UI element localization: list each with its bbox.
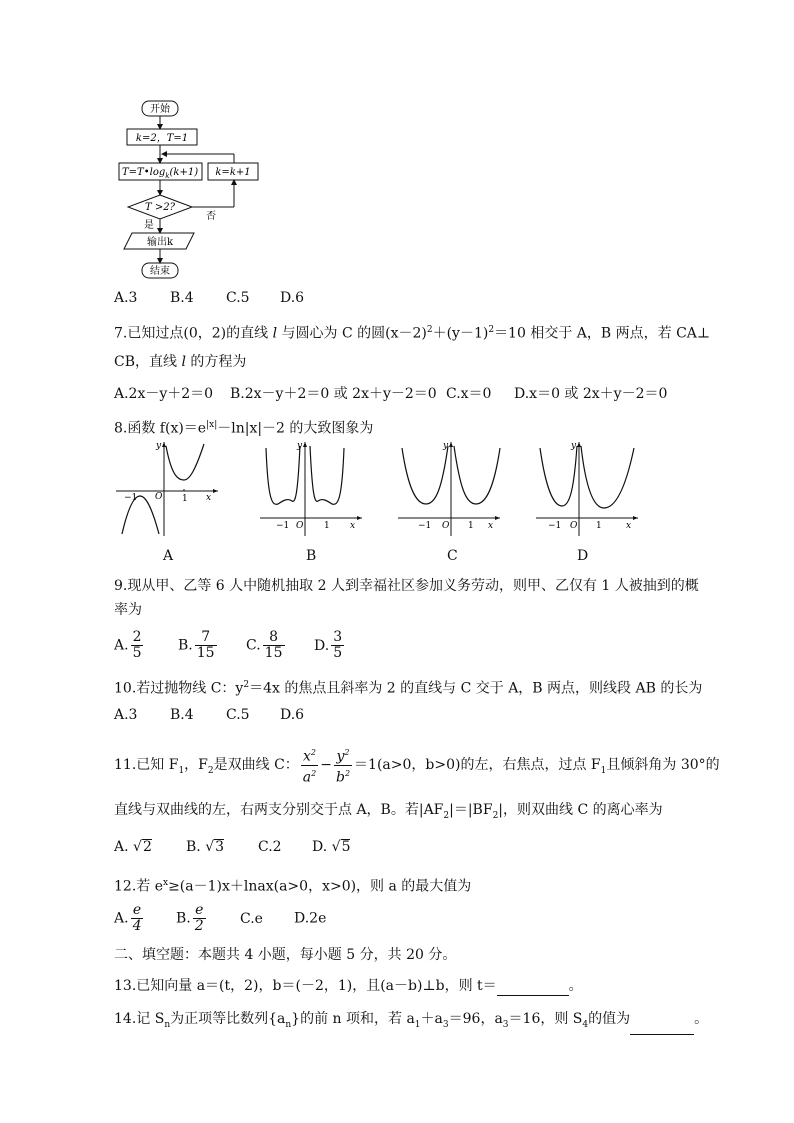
svg-text:O: O bbox=[442, 521, 450, 531]
q11-option-d[interactable]: D. √5 bbox=[312, 839, 351, 855]
q8-graph-c bbox=[396, 438, 506, 538]
q10-option-d[interactable]: D.6 bbox=[280, 707, 305, 723]
svg-text:x: x bbox=[626, 521, 632, 531]
flow-condition-text: T >2? bbox=[145, 202, 175, 213]
q6-options bbox=[114, 288, 304, 308]
svg-text:1: 1 bbox=[182, 494, 188, 504]
q7-option-b[interactable]: B.2x－y＋2＝0 或 2x＋y－2＝0 bbox=[230, 386, 437, 402]
q8-label-a[interactable]: A bbox=[163, 548, 174, 564]
flow-process-text: $T=T•\log_k(k+1)$ bbox=[122, 167, 199, 180]
svg-text:1: 1 bbox=[596, 521, 602, 531]
q8-label-c[interactable]: C bbox=[447, 548, 458, 564]
q8-label-d[interactable]: D bbox=[577, 548, 589, 564]
svg-text:O: O bbox=[155, 492, 163, 502]
q13-stem: 13.已知向量 a＝(t，2)，b＝(－2，1)，且(a－b)⊥b，则 t＝ 。 bbox=[114, 978, 583, 994]
q11-option-a[interactable]: A. √2 bbox=[114, 839, 152, 855]
flow-init-text: k=2，T=1 bbox=[135, 133, 189, 144]
q8-graph-d bbox=[534, 438, 644, 538]
q7-option-a[interactable]: A.2x－y＋2＝0 bbox=[114, 386, 214, 402]
q7-stem-line2: CB，直线 l 的方程为 bbox=[114, 354, 247, 370]
q7-option-c[interactable]: C.x＝0 bbox=[446, 386, 492, 402]
svg-text:x: x bbox=[350, 521, 356, 531]
q8-graph-a bbox=[114, 438, 224, 538]
svg-text:y: y bbox=[297, 441, 303, 451]
flow-no-label: 否 bbox=[206, 211, 216, 222]
q12-options bbox=[114, 903, 326, 934]
q11-options bbox=[114, 837, 350, 857]
q7-stem-line1: 7.已知过点(0，2)的直线 l 与圆心为 C 的圆$(x-2)^2+(y-1)^2=10$ 相交于 A，B 两点，若 CA⊥ bbox=[114, 325, 711, 342]
q6-option-a[interactable]: A.3 bbox=[114, 290, 138, 306]
q7-option-d[interactable]: D.x＝0 或 2x＋y－2＝0 bbox=[514, 386, 668, 402]
q8-stem: 8.函数 $f(x)=e^{|x|}-\ln|x|-2$ 的大致图象为 bbox=[114, 420, 374, 437]
q11-stem-line1: 11.已知 $F_1$，$F_2$是双曲线 C： $\frac{x^2}{a^2}$ − $\frac{y^2}{b^2}$ ＝1(a>0，b>0)的左，右焦点，过点 $F_1$且倾斜角为 30°的 bbox=[114, 745, 720, 785]
q9-options bbox=[114, 630, 346, 661]
svg-text:O: O bbox=[570, 521, 578, 531]
flow-yes-label: 是 bbox=[144, 220, 154, 231]
q14-answer-blank[interactable] bbox=[630, 1020, 694, 1035]
q9-option-a[interactable]: A. $\frac{2}{5}$ bbox=[114, 629, 142, 661]
svg-text:y: y bbox=[571, 441, 577, 451]
svg-text:y: y bbox=[443, 441, 449, 451]
flow-start-text: 开始 bbox=[150, 104, 170, 115]
svg-text:x: x bbox=[206, 493, 212, 503]
q12-option-b[interactable]: B. $\frac{e}{2}$ bbox=[176, 902, 204, 934]
q12-option-c[interactable]: C.e bbox=[240, 910, 263, 927]
q8-label-b[interactable]: B bbox=[306, 548, 317, 564]
q10-option-c[interactable]: C.5 bbox=[226, 707, 250, 723]
flow-output-text: 输出k bbox=[146, 237, 174, 248]
svg-text:−1: −1 bbox=[548, 521, 562, 531]
q10-option-a[interactable]: A.3 bbox=[114, 707, 138, 723]
q12-option-a[interactable]: A. $\frac{e}{4}$ bbox=[114, 902, 142, 934]
q14-stem: 14.记 $S_n$为正项等比数列$\{a_n\}$的前 n 项和，若 $a_1+a_3=96$，$a_3=16$，则 $S_4$的值为 。 bbox=[114, 1009, 708, 1035]
q8-graph-b bbox=[258, 438, 368, 538]
q9-stem-line2: 率为 bbox=[114, 602, 142, 618]
q9-option-b[interactable]: B. $\frac{7}{15}$ bbox=[178, 629, 215, 661]
q9-stem-line1: 9.现从甲、乙等 6 人中随机抽取 2 人到幸福社区参加义务劳动，则甲、乙仅有 1 人被抽到的概 bbox=[114, 578, 699, 594]
svg-text:y: y bbox=[156, 441, 162, 451]
svg-text:−1: −1 bbox=[276, 521, 290, 531]
svg-text:O: O bbox=[296, 521, 304, 531]
svg-text:1: 1 bbox=[468, 521, 474, 531]
section-2-heading: 二、填空题：本题共 4 小题，每小题 5 分，共 20 分。 bbox=[114, 947, 457, 963]
q9-option-d[interactable]: D. $\frac{3}{5}$ bbox=[314, 629, 343, 661]
q7-options bbox=[114, 384, 667, 404]
q13-answer-blank[interactable] bbox=[497, 981, 569, 996]
q10-stem: 10.若过抛物线 C：$y^2=4x$ 的焦点且斜率为 2 的直线与 C 交于 A，B 两点，则线段 AB 的长为 bbox=[114, 680, 703, 697]
q11-stem-line2: 直线与双曲线的左，右两支分别交于点 A，B。若$|AF_2|=|BF_2|$，则双曲线 C 的离心率为 bbox=[114, 802, 663, 821]
flow-update-text: k=k+1 bbox=[215, 167, 251, 178]
svg-text:x: x bbox=[488, 521, 494, 531]
q6-option-d[interactable]: D.6 bbox=[280, 290, 305, 306]
svg-text:−1: −1 bbox=[418, 521, 432, 531]
flowchart bbox=[110, 95, 270, 285]
q11-option-b[interactable]: B. √3 bbox=[186, 839, 225, 855]
flow-end-text: 结束 bbox=[150, 266, 170, 277]
q9-option-c[interactable]: C. $\frac{8}{15}$ bbox=[246, 629, 283, 661]
q6-option-c[interactable]: C.5 bbox=[226, 290, 250, 306]
svg-text:1: 1 bbox=[324, 521, 330, 531]
q12-option-d[interactable]: D.2e bbox=[294, 910, 327, 927]
svg-text:−1: −1 bbox=[124, 493, 138, 503]
q6-option-b[interactable]: B.4 bbox=[170, 290, 194, 306]
q10-option-b[interactable]: B.4 bbox=[170, 707, 194, 723]
q11-option-c[interactable]: C.2 bbox=[258, 839, 282, 855]
q12-stem: 12.若 $e^x\ge(a-1)x+lnax(a>0$，x>0)，则 a 的最大值为 bbox=[114, 878, 472, 895]
q10-options bbox=[114, 705, 304, 725]
